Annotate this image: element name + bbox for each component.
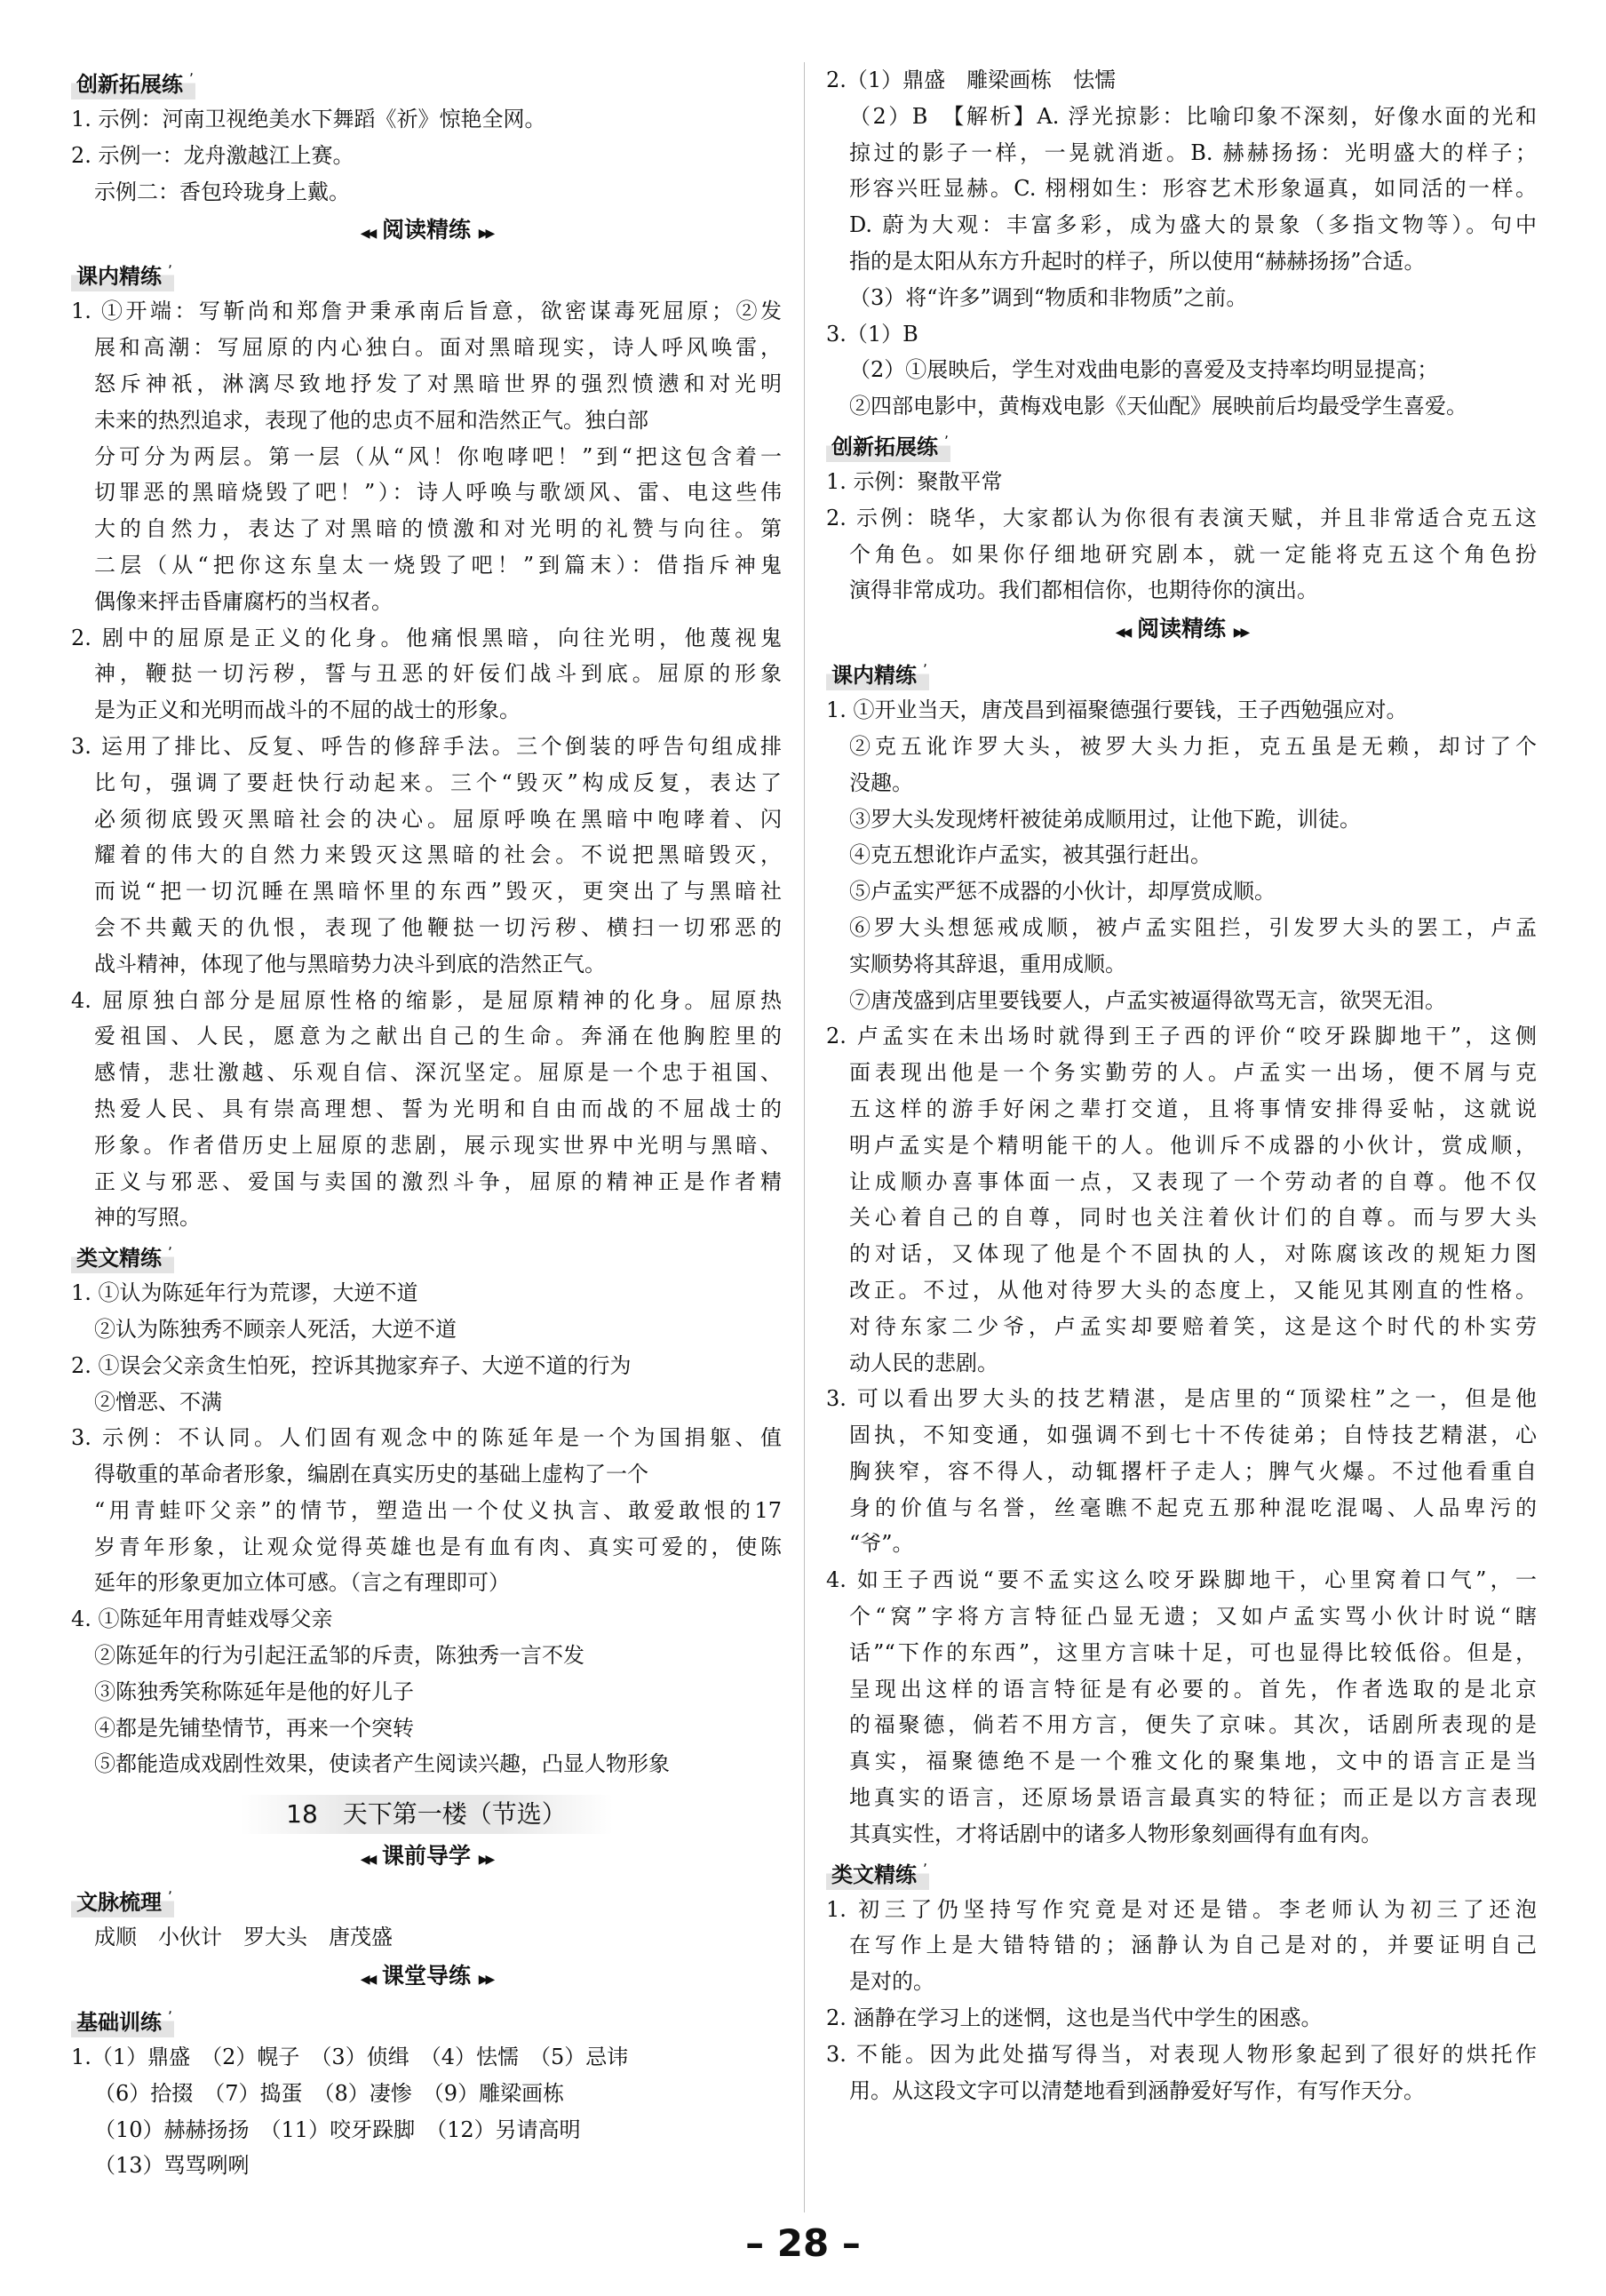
section-label-innovation: 创新拓展练 ʼ bbox=[71, 69, 195, 100]
answer-line: 五这样的游手好闲之辈打交道，且将事情安排得妥帖，这就说 bbox=[849, 1096, 1537, 1121]
answers-block-outline bbox=[71, 1919, 782, 1956]
answer-line: 在写作上是大错特错的；涵静认为自己是对的，并要证明自己 bbox=[849, 1933, 1537, 1958]
answer-line: ②憎恶、不满 bbox=[94, 1389, 222, 1415]
answer-line: 爱祖国、人民，愿意为之献出自己的生命。奔涌在他胸腔里的 bbox=[94, 1024, 782, 1049]
answer-line: 示例二：香包玲珑身上戴。 bbox=[94, 179, 350, 204]
answer-line: 4. ①陈延年用青蛙戏辱父亲 bbox=[71, 1606, 333, 1632]
section-banner-classroom: ◀◀ 课堂导练 ▶▶ bbox=[360, 1963, 493, 1989]
tick-mark-icon: ʼ bbox=[167, 1244, 172, 1262]
answer-line: （10）赫赫扬扬 （11）咬牙跺脚 （12）另请高明 bbox=[94, 2117, 581, 2142]
answer-line: 3. 可以看出罗大头的技艺精湛，是店里的“顶梁柱”之一，但是他 bbox=[826, 1386, 1537, 1412]
answer-line: 会不共戴天的仇恨，表现了他鞭挞一切污秽、横扫一切邪恶的 bbox=[94, 914, 782, 940]
answer-line: ⑥罗大头想惩戒成顺，被卢孟实阻拦，引发罗大头的罢工，卢孟 bbox=[849, 914, 1537, 940]
answer-line: 2. ①误会父亲贪生怕死，控诉其抛家弃子、大逆不道的行为 bbox=[71, 1352, 632, 1378]
answer-line: ⑤都能造成戏剧性效果，使读者产生阅读兴趣，凸显人物形象 bbox=[94, 1751, 670, 1777]
answer-line: ⑤卢孟实严惩不成器的小伙计，却厚赏成顺。 bbox=[849, 879, 1276, 905]
answer-line: 实顺势将其辞退，重用成顺。 bbox=[849, 951, 1126, 977]
answer-line: 形容兴旺显赫。C. 栩栩如生：形容艺术形象逼真，如同活的一样。 bbox=[849, 176, 1537, 202]
answer-line: 3. 运用了排比、反复、呼告的修辞手法。三个倒装的呼告句组成排 bbox=[71, 733, 782, 759]
answer-line: 让成顺办喜事体面一点，又表现了一个劳动者的自尊。他不仅 bbox=[849, 1168, 1537, 1194]
answer-line: 指的是太阳从东方升起时的样子，所以使用“赫赫扬扬”合适。 bbox=[849, 248, 1426, 274]
answer-line: 形象。作者借历史上屈原的悲剧，展示现实世界中光明与黑暗、 bbox=[94, 1132, 782, 1158]
answer-line: 得敬重的革命者形象，编剧在真实历史的基础上虚构了一个 bbox=[94, 1462, 648, 1487]
answer-line: 3. 不能。因为此处描写得当，对表现人物形象起到了很好的烘托作 bbox=[826, 2041, 1537, 2067]
answer-line: 个“窝”字将方言特征凸显无遗；又如卢孟实骂小伙计时说“瞎 bbox=[849, 1604, 1537, 1630]
answer-line: 2. 示例一：龙舟激越江上赛。 bbox=[71, 142, 354, 168]
answer-line: （2）B 【解析】A. 浮光掠影：比喻印象不深刻，好像水面的光和 bbox=[849, 103, 1537, 129]
answer-line: 演得非常成功。我们都相信你，也期待你的演出。 bbox=[849, 578, 1318, 603]
tick-mark-icon: ʼ bbox=[167, 262, 172, 280]
answer-line: 热爱人民、具有崇高理想、誓为光明和自由而战的不屈战士的 bbox=[94, 1096, 782, 1121]
answer-line: 4. 如王子西说“要不孟实这么咬牙跺脚地干，心里窝着口气”，一 bbox=[826, 1567, 1537, 1593]
answer-line: 2. 剧中的屈原是正义的化身。他痛恨黑暗，向往光明，他蔑视鬼 bbox=[71, 625, 782, 650]
answer-line: 成顺 小伙计 罗大头 唐茂盛 bbox=[94, 1925, 393, 1950]
answer-line: 1. 示例：聚散平常 bbox=[826, 468, 1003, 494]
answer-line: 分可分为两层。第一层（从“风！你咆哮吧！”到“把这包含着一 bbox=[94, 443, 782, 469]
answers-block-in-class-2 bbox=[826, 692, 1537, 1853]
answer-line: 个角色。如果你仔细地研究剧本，就一定能将克五这个角色扮 bbox=[849, 541, 1537, 567]
answer-line: 地真实的语言，还原场景语言最真实的特征；而正是以方言表现 bbox=[849, 1785, 1537, 1811]
answer-line: 展和高潮：写屈原的内心独白。面对黑暗现实，诗人呼风唤雷， bbox=[94, 335, 782, 361]
answer-line: 明卢孟实是个精明能干的人。他训斥不成器的小伙计，赏成顺， bbox=[849, 1132, 1537, 1158]
answer-line: 1. 初三了仍坚持写作究竟是对还是错。李老师认为初三了还泡 bbox=[826, 1896, 1537, 1922]
arrow-left-icon: ◀◀ bbox=[360, 1973, 375, 1988]
answer-line: 胸狭窄，容不得人，动辄撂杆子走人；脾气火爆。不过他看重自 bbox=[849, 1458, 1537, 1484]
answer-line: 面表现出他是一个务实勤劳的人。卢孟实一出场，便不屑与克 bbox=[849, 1060, 1537, 1086]
answer-line: 是为正义和光明而战斗的不屈的战士的形象。 bbox=[94, 698, 521, 723]
answer-line: 真实，福聚德绝不是一个雅文化的聚集地，文中的语言正是当 bbox=[849, 1749, 1537, 1774]
answer-line: 1.（1）鼎盛 （2）幌子 （3）侦缉 （4）怯懦 （5）忌讳 bbox=[71, 2045, 629, 2070]
answer-line: ②四部电影中，黄梅戏电影《天仙配》展映前后均最受学生喜爱。 bbox=[849, 394, 1467, 419]
arrow-right-icon: ▶▶ bbox=[478, 1973, 493, 1988]
answer-line: 大的自然力，表达了对黑暗的愤激和对光明的礼赞与向往。第 bbox=[94, 516, 782, 542]
page-number: – 28 – bbox=[745, 2221, 861, 2265]
answers-block-innovation bbox=[71, 101, 782, 210]
answers-block-in-class bbox=[71, 293, 782, 1236]
answer-line: 二层（从“把你这东皇太一烧毁了吧！”到篇末）：借指斥神鬼 bbox=[94, 552, 782, 578]
answer-line: 用。从这段文字可以清楚地看到涵静爱好写作，有写作天分。 bbox=[849, 2077, 1425, 2103]
answer-line: 3. 示例：不认同。人们固有观念中的陈延年是一个为国捐躯、值 bbox=[71, 1425, 782, 1451]
answer-line: 耀着的伟大的自然力来毁灭这黑暗的社会。不说把黑暗毁灭， bbox=[94, 842, 782, 868]
answer-line: 岁青年形象，让观众觉得英雄也是有血有肉、真实可爱的，使陈 bbox=[94, 1534, 782, 1559]
right-column bbox=[826, 62, 1537, 2109]
arrow-left-icon: ◀◀ bbox=[360, 1853, 375, 1868]
answer-line: 偶像来抨击昏庸腐朽的当权者。 bbox=[94, 588, 393, 614]
section-banner-reading-2: ◀◀ 阅读精练 ▶▶ bbox=[1115, 616, 1248, 642]
answers-block-similar-text bbox=[71, 1275, 782, 1782]
answer-line: D. 蔚为大观：丰富多彩，成为盛大的景象（多指文物等）。句中 bbox=[849, 212, 1537, 238]
answer-line: ⑦唐茂盛到店里要钱要人，卢孟实被逼得欲骂无言，欲哭无泪。 bbox=[849, 987, 1446, 1013]
lesson-title: 18 天下第一楼（节选） bbox=[240, 1795, 613, 1834]
answer-line: 怒斥神祇，淋漓尽致地抒发了对黑暗世界的强烈愤懑和对光明 bbox=[94, 371, 782, 396]
section-banner-preview: ◀◀ 课前导学 ▶▶ bbox=[360, 1843, 493, 1869]
answer-line: 比句，强调了要赶快行动起来。三个“毁灭”构成反复，表达了 bbox=[94, 769, 782, 795]
answer-line: （6）拾掇 （7）捣蛋 （8）凄惨 （9）雕梁画栋 bbox=[94, 2080, 565, 2106]
answer-line: 的福聚德，倘若不用方言，便失了京味。其次，话剧所表现的是 bbox=[849, 1712, 1537, 1738]
answer-line: 延年的形象更加立体可感。（言之有理即可） bbox=[94, 1570, 510, 1596]
answer-line: 话”“下作的东西”，这里方言味十足，可也显得比较低俗。但是， bbox=[849, 1639, 1537, 1665]
answer-line: 3.（1）B bbox=[826, 321, 918, 347]
answer-line: 神，鞭挞一切污秽，誓与丑恶的奸佞们战斗到底。屈原的形象 bbox=[94, 661, 782, 687]
section-label-outline: 文脉梳理 ʼ bbox=[71, 1887, 174, 1917]
answer-line: 神的写照。 bbox=[94, 1205, 201, 1231]
answers-block-basic-training-cont bbox=[826, 62, 1537, 425]
answer-line: 对待东家二少爷，卢孟实却要赔着笑，这是这个时代的朴实劳 bbox=[849, 1313, 1537, 1339]
arrow-right-icon: ▶▶ bbox=[478, 227, 493, 242]
section-label-basic-training: 基础训练 ʼ bbox=[71, 2007, 174, 2037]
section-label-similar-text-2: 类文精练 ʼ bbox=[826, 1860, 929, 1890]
answer-line: ④克五想讹诈卢孟实，被其强行赶出。 bbox=[849, 842, 1212, 868]
answer-line: 而说“把一切沉睡在黑暗怀里的东西”毁灭，更突出了与黑暗社 bbox=[94, 879, 782, 905]
tick-mark-icon: ʼ bbox=[167, 1888, 172, 1906]
tick-mark-icon: ʼ bbox=[922, 661, 927, 679]
answer-line: 其真实性，才将话剧中的诸多人物形象刻画得有血有肉。 bbox=[849, 1821, 1382, 1846]
answer-line: 身的价值与名誉，丝毫瞧不起克五那种混吃混喝、人品卑污的 bbox=[849, 1495, 1537, 1520]
arrow-right-icon: ▶▶ bbox=[1233, 626, 1248, 641]
answers-block-basic-training bbox=[71, 2039, 782, 2184]
answer-line: ③罗大头发现烤杆被徒弟成顺用过，让他下跪，训徒。 bbox=[849, 806, 1361, 832]
section-label-similar-text: 类文精练 ʼ bbox=[71, 1243, 174, 1273]
answer-line: ②认为陈独秀不顾亲人死活，大逆不道 bbox=[94, 1316, 457, 1342]
answer-line: 动人民的悲剧。 bbox=[849, 1350, 998, 1375]
answer-line: “爷”。 bbox=[849, 1531, 914, 1557]
answer-line: 切罪恶的黑暗烧毁了吧！”）：诗人呼唤与歌颂风、雷、电这些伟 bbox=[94, 480, 782, 506]
answer-line: 感情，悲壮激越、乐观自信、深沉坚定。屈原是一个忠于祖国、 bbox=[94, 1060, 782, 1086]
answer-line: 固执，不知变通，如强调不到七十不传徒弟；自恃技艺精湛，心 bbox=[849, 1423, 1537, 1448]
arrow-left-icon: ◀◀ bbox=[360, 227, 375, 242]
answer-line: （2）①展映后，学生对戏曲电影的喜爱及支持率均明显提高； bbox=[849, 357, 1439, 383]
answer-line: 未来的热烈追求，表现了他的忠贞不屈和浩然正气。独白部 bbox=[94, 407, 648, 433]
answer-line: （3）将“许多”调到“物质和非物质”之前。 bbox=[849, 284, 1248, 310]
answer-line: 呈现出这样的语言特征是有必要的。首先，作者选取的是北京 bbox=[849, 1676, 1537, 1702]
answer-line: 没趣。 bbox=[849, 769, 913, 795]
tick-mark-icon: ʼ bbox=[188, 70, 194, 87]
section-label-in-class-2: 课内精练 ʼ bbox=[826, 660, 929, 690]
answer-line: 2. 涵静在学习上的迷惘，这也是当代中学生的困惑。 bbox=[826, 2005, 1323, 2031]
answer-line: 必须彻底毁灭黑暗社会的决心。屈原呼唤在黑暗中咆哮着、闪 bbox=[94, 806, 782, 832]
section-label-innovation-2: 创新拓展练 ʼ bbox=[826, 432, 950, 462]
answer-line: 4. 屈原独白部分是屈原性格的缩影，是屈原精神的化身。屈原热 bbox=[71, 987, 782, 1013]
answer-line: ②克五讹诈罗大头，被罗大头力拒，克五虽是无赖，却讨了个 bbox=[849, 733, 1537, 759]
answer-line: 2.（1）鼎盛 雕梁画栋 怯懦 bbox=[826, 68, 1117, 92]
column-divider bbox=[804, 62, 805, 2212]
answer-line: （13）骂骂咧咧 bbox=[94, 2153, 250, 2179]
answers-block-innovation-2 bbox=[826, 464, 1537, 609]
answer-line: 2. 卢孟实在未出场时就得到王子西的评价“咬牙跺脚地干”，这侧 bbox=[826, 1024, 1537, 1049]
answer-line: ④都是先铺垫情节，再来一个突转 bbox=[94, 1715, 414, 1741]
answer-line: 的对话，又体现了他是个不固执的人，对陈腐该改的规矩力图 bbox=[849, 1241, 1537, 1267]
arrow-left-icon: ◀◀ bbox=[1115, 626, 1130, 641]
answer-line: 1. ①认为陈延年行为荒谬，大逆不道 bbox=[71, 1280, 418, 1306]
answer-line: “用青蛙吓父亲”的情节，塑造出一个仗义执言、敢爱敢恨的17 bbox=[94, 1497, 782, 1523]
section-banner-reading: ◀◀ 阅读精练 ▶▶ bbox=[360, 217, 493, 243]
answer-line: ③陈独秀笑称陈延年是他的好儿子 bbox=[94, 1678, 414, 1704]
answer-line: 关心着自己的自尊，同时也关注着伙计们的自尊。而与罗大头 bbox=[849, 1205, 1537, 1231]
answer-line: 1. ①开端：写靳尚和郑詹尹秉承南后旨意，欲密谋毒死屈原；②发 bbox=[71, 299, 782, 324]
answer-line: 正义与邪恶、爱国与卖国的激烈斗争，屈原的精神正是作者精 bbox=[94, 1168, 782, 1194]
answer-line: 1. 示例：河南卫视绝美水下舞蹈《祈》惊艳全网。 bbox=[71, 107, 546, 132]
tick-mark-icon: ʼ bbox=[922, 1860, 927, 1877]
tick-mark-icon: ʼ bbox=[167, 2008, 172, 2026]
answer-line: 1. ①开业当天，唐茂昌到福聚德强行要钱，王子西勉强应对。 bbox=[826, 698, 1408, 723]
answer-line: 2. 示例：晓华，大家都认为你很有表演天赋，并且非常适合克五这 bbox=[826, 505, 1537, 530]
left-column bbox=[71, 62, 782, 2184]
section-label-in-class: 课内精练 ʼ bbox=[71, 261, 174, 291]
answer-line: 是对的。 bbox=[849, 1969, 934, 1995]
tick-mark-icon: ʼ bbox=[943, 432, 949, 450]
answer-line: ②陈延年的行为引起汪孟邹的斥责，陈独秀一言不发 bbox=[94, 1643, 584, 1669]
arrow-right-icon: ▶▶ bbox=[478, 1853, 493, 1868]
answer-line: 战斗精神，体现了他与黑暗势力决斗到底的浩然正气。 bbox=[94, 951, 606, 977]
answer-line: 掠过的影子一样，一晃就消逝。B. 赫赫扬扬：光明盛大的样子； bbox=[849, 140, 1537, 165]
answers-block-similar-text-2 bbox=[826, 1892, 1537, 2109]
answer-line: 改正。不过，从他对待罗大头的态度上，又能见其刚直的性格。 bbox=[849, 1277, 1537, 1303]
